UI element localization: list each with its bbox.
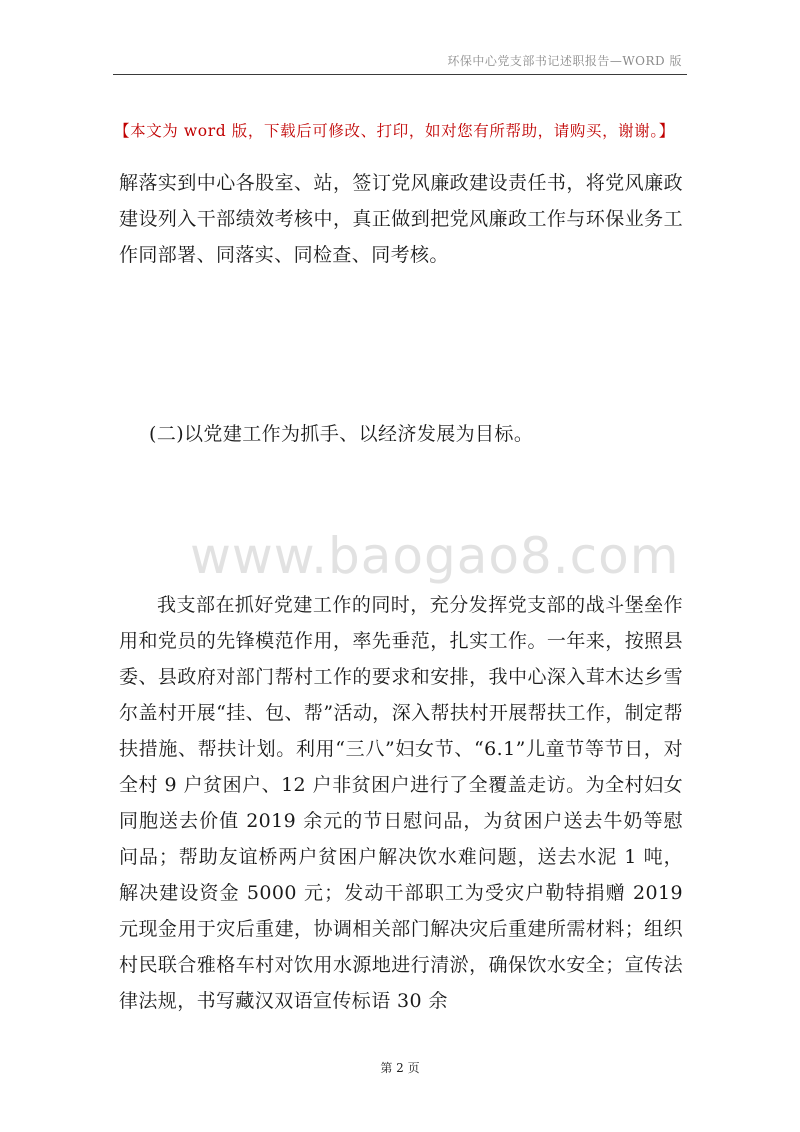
paragraph-continuation: 解落实到中心各股室、站，签订党风廉政建设责任书，将党风廉政建设列入干部绩效考核中，真正做到把党风廉政工作与环保业务工作同部署、同落实、同检查、同考核。 bbox=[119, 172, 683, 266]
document-header-title: 环保中心党支部书记述职报告—WORD 版 bbox=[447, 54, 682, 68]
download-notice: 【本文为 word 版，下载后可修改、打印，如对您有所帮助，请购买，谢谢。】 bbox=[114, 122, 675, 140]
page-number: 第 2 页 bbox=[380, 1061, 420, 1075]
paragraph-main: 我支部在抓好党建工作的同时，充分发挥党支部的战斗堡垒作用和党员的先锋模范作用，率先垂范，扎实工作。一年来，按照县委、县政府对部门帮村工作的要求和安排，我中心深入茸木达乡雪尔盖村开展“挂、包、帮”活动，深入帮扶村开展帮扶工作，制定帮扶措施、帮扶计划。利用“三八”妇女节、“6.1”儿童节等节日，对全村 9 户贫困户、12 户非贫困户进行了全覆盖走访。为全村妇女同胞送去价值 2019 余元的节日慰问品，为贫困户送去牛奶等慰问品；帮助友谊桥两户贫困户解决饮水难问题，送去水泥 1 吨，解决建设资金 5000 元；发动干部职工为受灾户勒特捐赠 2019 元现金用于灾后重建，协调相关部门解决灾后重建所需材料；组织村民联合雅格车村对饮用水源地进行清淤，确保饮水安全；宣传法律法规，书写藏汉双语宣传标语 30 余 bbox=[119, 594, 683, 1012]
section-heading: (二)以党建工作为抓手、以经济发展为目标。 bbox=[149, 423, 534, 445]
watermark: www.baogao8.com bbox=[190, 527, 680, 585]
header-divider bbox=[113, 74, 687, 75]
